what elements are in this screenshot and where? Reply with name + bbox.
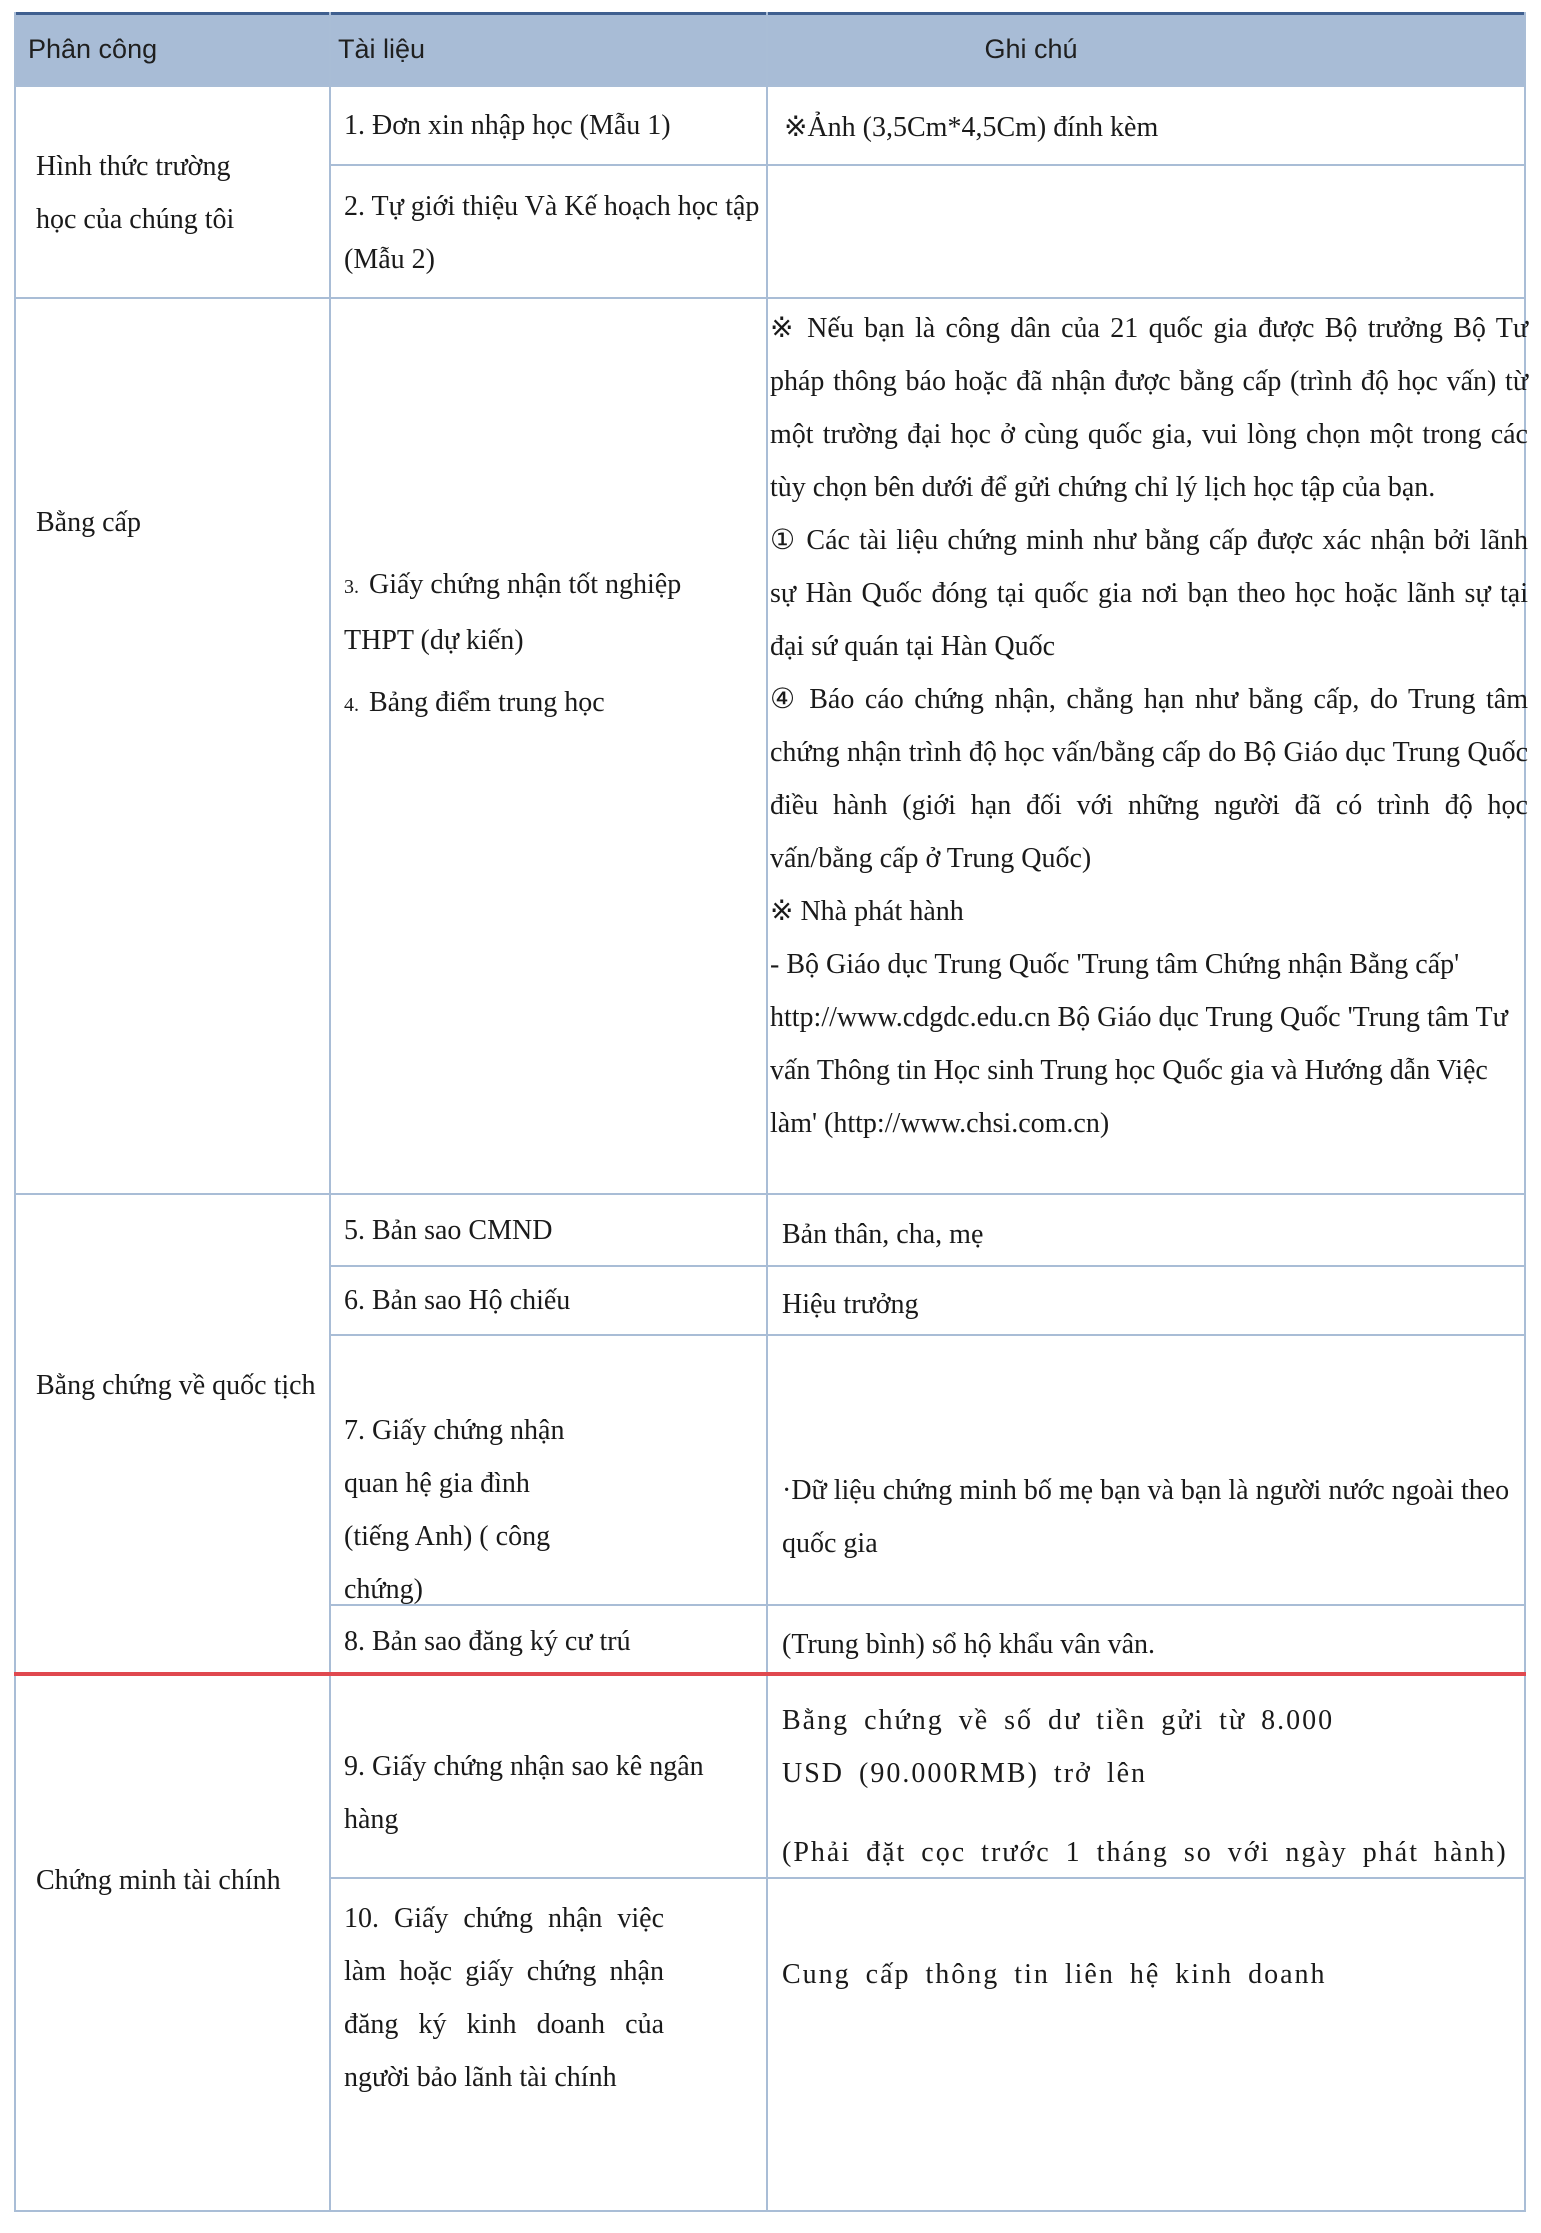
doc-transcript	[344, 676, 744, 732]
border-bottom	[14, 2210, 1526, 2212]
note-degree-p5: - Bộ Giáo dục Trung Quốc 'Trung tâm Chứng nhận Bằng cấp' http://www.cdgdc.edu.cn Bộ Giáo dục Trung Quốc 'Trung tâm Tư vấn Thông tin Học sinh Trung học Quốc gia và Hướng dẫn Việc làm' (http://www.chsi.com.cn)	[770, 949, 1508, 1139]
border-left	[14, 12, 16, 2212]
doc-bank-statement: 9. Giấy chứng nhận sao kê ngân hàng	[344, 1751, 704, 1835]
requirements-table	[14, 12, 1526, 2212]
note-bank-deposit: (Phải đặt cọc trước 1 tháng so với ngày phát hành)	[782, 1837, 1508, 1868]
row-rule-header	[14, 85, 1526, 87]
doc3-text: Giấy chứng nhận tốt nghiệp THPT (dự kiến)	[344, 569, 682, 656]
doc4-text: Bảng điểm trung học	[369, 687, 605, 718]
note-degree-p4: ※ Nhà phát hành	[770, 896, 964, 927]
row-rule-doc1	[329, 164, 1526, 166]
row-rule-form	[14, 297, 1526, 299]
note-degree-p2: ① Các tài liệu chứng minh như bằng cấp được xác nhận bởi lãnh sự Hàn Quốc đóng tại quốc gia nơi bạn theo học hoặc lãnh sự tại đại sứ quán tại Hàn Quốc	[770, 525, 1528, 662]
doc-residence-copy: 8. Bản sao đăng ký cư trú	[344, 1626, 631, 1657]
doc-passport-copy: 6. Bản sao Hộ chiếu	[344, 1285, 571, 1316]
doc-graduation-certificate	[344, 558, 744, 667]
row-rule-doc6	[329, 1334, 1526, 1336]
column-divider-2	[766, 12, 768, 2212]
section-divider-red	[14, 1672, 1526, 1676]
category-degree: Bằng cấp	[36, 507, 141, 538]
category-form: Hình thức trường học của chúng tôi	[36, 151, 235, 235]
doc-id-copy: 5. Bản sao CMND	[344, 1215, 553, 1246]
note-family-relation: ·Dữ liệu chứng minh bố mẹ bạn và bạn là người nước ngoài theo quốc gia	[782, 1475, 1510, 1559]
note-photo: ※Ảnh (3,5Cm*4,5Cm) đính kèm	[784, 112, 1159, 143]
header-ghi-chu: Ghi chú	[984, 34, 1078, 64]
column-divider-1	[329, 12, 331, 2212]
note-degree	[770, 302, 1528, 1150]
doc-guarantor-employment: 10. Giấy chứng nhận việc làm hoặc giấy chứng nhận đăng ký kinh doanh của người bảo lãnh tài chính	[344, 1903, 664, 2093]
note-residence-copy: (Trung bình) sổ hộ khẩu vân vân.	[782, 1629, 1156, 1660]
row-rule-degree	[14, 1193, 1526, 1195]
note-degree-p1: ※ Nếu bạn là công dân của 21 quốc gia được Bộ trưởng Bộ Tư pháp thông báo hoặc đã nhận được bằng cấp (trình độ học vấn) từ một trường đại học ở cùng quốc gia, vui lòng chọn một trong các tùy chọn bên dưới để gửi chứng chỉ lý lịch học tập của bạn.	[770, 313, 1528, 503]
note-business-contact: Cung cấp thông tin liên hệ kinh doanh	[782, 1959, 1327, 1990]
note-passport-copy: Hiệu trưởng	[782, 1289, 919, 1320]
doc3-number: 3.	[344, 576, 359, 598]
doc-family-relation: 7. Giấy chứng nhận quan hệ gia đình (tiếng Anh) ( công chứng)	[344, 1415, 565, 1605]
row-rule-doc5	[329, 1265, 1526, 1267]
note-bank-balance: Bằng chứng về số dư tiền gửi từ 8.000 USD (90.000RMB) trở lên	[782, 1705, 1335, 1789]
doc-application-form: 1. Đơn xin nhập học (Mẫu 1)	[344, 110, 671, 141]
header-phan-cong: Phân công	[28, 34, 158, 64]
doc-self-introduction: 2. Tự giới thiệu Và Kế hoạch học tập (Mẫu 2)	[344, 191, 760, 275]
header-tai-lieu: Tài liệu	[337, 34, 426, 64]
category-finance: Chứng minh tài chính	[36, 1865, 281, 1896]
note-id-copy: Bản thân, cha, mẹ	[782, 1219, 984, 1250]
doc4-number: 4.	[344, 694, 359, 716]
category-nationality: Bằng chứng về quốc tịch	[36, 1370, 316, 1401]
note-degree-p3: ④ Báo cáo chứng nhận, chẳng hạn như bằng cấp, do Trung tâm chứng nhận trình độ học vấn/bằng cấp do Bộ Giáo dục Trung Quốc điều hành (giới hạn đối với những người đã có trình độ học vấn/bằng cấp ở Trung Quốc)	[770, 684, 1528, 874]
